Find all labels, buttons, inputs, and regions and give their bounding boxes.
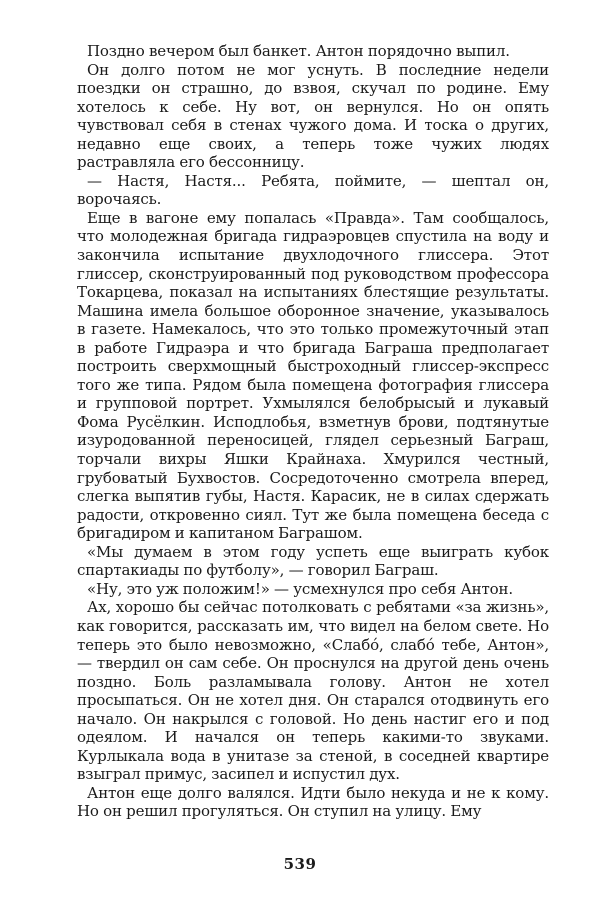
paragraph: Поздно вечером был банкет. Антон порядочно выпил. [87, 42, 510, 60]
page-number: 539 [283, 855, 317, 873]
paragraph: Ах, хорошо бы сейчас потолковать с ребятами «за жизнь», как говорится, рассказать им, что видел на белом свете. Но теперь это было невозможно, «Слабó, слабó тебе, Антон», — твердил он сам себе. Он проснулся на другой день очень поздно. Боль разламывала голову. Антон не хотел просыпаться. Он не хотел дня. Он старался отодвинуть его начало. Он накрылся с головой. Но день настиг его и под одеялом. И начался он теперь какими-то звуками. Курлыкала вода в унитазе за стеной, в соседней квартире взыграл примус, засипел и испустил дух. [77, 598, 549, 784]
paragraph: «Мы думаем в этом году успеть еще выиграть кубок спартакиады по футболу», — говорил Баграш. [77, 542, 549, 580]
paragraph: Он долго потом не мог уснуть. В последние недели поездки он страшно, до взвоя, скучал по родине. Ему хотелось к себе. Ну вот, он вернулся. Но он опять чувствовал себя в стенах чужого дома. И тоска о других, недавно еще своих, а теперь тоже чужих людях растравляла его бессонницу. [77, 60, 549, 172]
paragraph: «Ну, это уж положим!» — усмехнулся про себя Антон. [87, 579, 514, 598]
paragraph: — Настя, Настя... Ребята, поймите, — шептал он, ворочаясь. [77, 171, 549, 209]
paragraph: Еще в вагоне ему попалась «Правда». Там сообщалось, что молодежная бригада гидраэровцев спустила на воду и закончила испытание двухлодочного глиссера. Этот глиссер, сконструированный под руководством профессора Токарцева, показал на испытаниях блестящие результаты. Машина имела большое оборонное значение, указывалось в газете. Намекалось, что это только промежуточный этап в работе Гидраэра и что бригада Баграша предполагает построить сверхмощный быстроходный глиссер-экспресс того же типа. Рядом была помещена фотография глиссера и групповой портрет. Ухмылялся белобрысый и лукавый Фома Русёлкин. Исподлобья, взметнув брови, подтянутые изуродованной переносицей, глядел серьезный Баграш, торчали вихры Яшки Крайнаха. Хмурился честный, грубоватый Бухвостов. Сосредоточенно смотрела вперед, слегка выпятив губы, Настя. Карасик, не в силах сдержать радости, откровенно сиял. Тут же была помещена беседа с бригадиром и капитаном Баграшом. [77, 208, 549, 543]
body-text [77, 42, 549, 821]
paragraph: Антон еще долго валялся. Идти было некуда и не к кому. Но он решил прогуляться. Он ступил на улицу. Ему [77, 783, 549, 821]
